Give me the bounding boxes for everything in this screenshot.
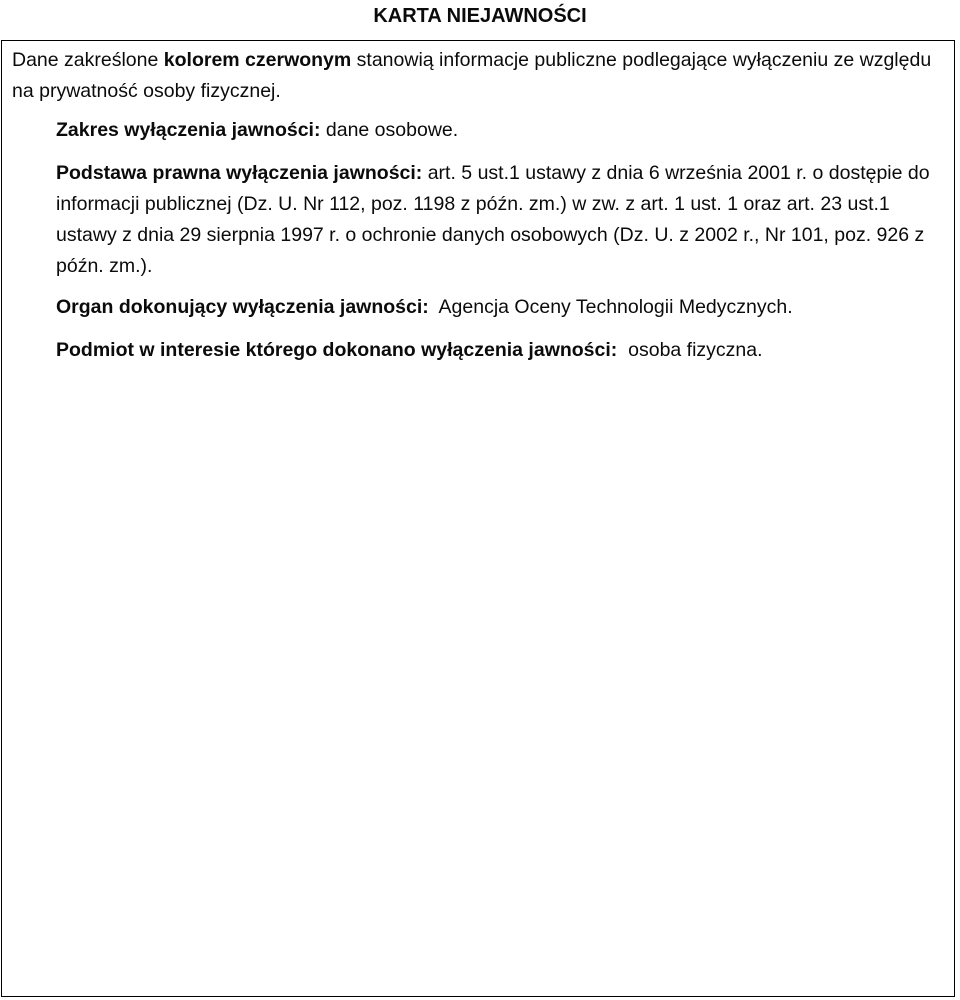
disclosure-card <box>1 40 955 997</box>
intro-paragraph <box>12 45 937 107</box>
organ-label: Organ dokonujący wyłączenia jawności: <box>56 296 429 318</box>
subject-section <box>56 335 951 366</box>
intro-suffix: stanowią informacje publiczne podlegające wyłączeniu ze względu na prywatność osoby fizycznej. <box>12 49 932 102</box>
subject-label: Podmiot w interesie którego dokonano wyłączenia jawności: <box>56 339 618 361</box>
legal-basis-label: Podstawa prawna wyłączenia jawności: <box>56 162 423 184</box>
subject-value: osoba fizyczna. <box>617 339 763 361</box>
legal-basis-value: art. 5 ust.1 ustawy z dnia 6 września 2001 r. o dostępie do informacji publicznej (Dz. U. Nr 112, poz. 1198 z późn. zm.) w zw. z art. 1 ust. 1 oraz art. 23 ust.1 ustawy z dnia 29 sierpnia 1997 r. o ochronie danych osobowych (Dz. U. z 2002 r., Nr 101, poz. 926 z późn. zm.). <box>56 162 930 277</box>
organ-section <box>56 292 951 323</box>
organ-value: Agencja Oceny Technologii Medycznych. <box>428 296 793 318</box>
document-title: KARTA NIEJAWNOŚCI <box>373 5 587 27</box>
legal-basis-section <box>56 158 951 282</box>
scope-value: dane osobowe. <box>320 119 459 141</box>
intro-prefix: Dane zakreślone <box>12 49 164 71</box>
intro-emphasis: kolorem czerwonym <box>163 49 352 71</box>
scope-section <box>56 115 951 146</box>
scope-label: Zakres wyłączenia jawności: <box>56 119 321 141</box>
